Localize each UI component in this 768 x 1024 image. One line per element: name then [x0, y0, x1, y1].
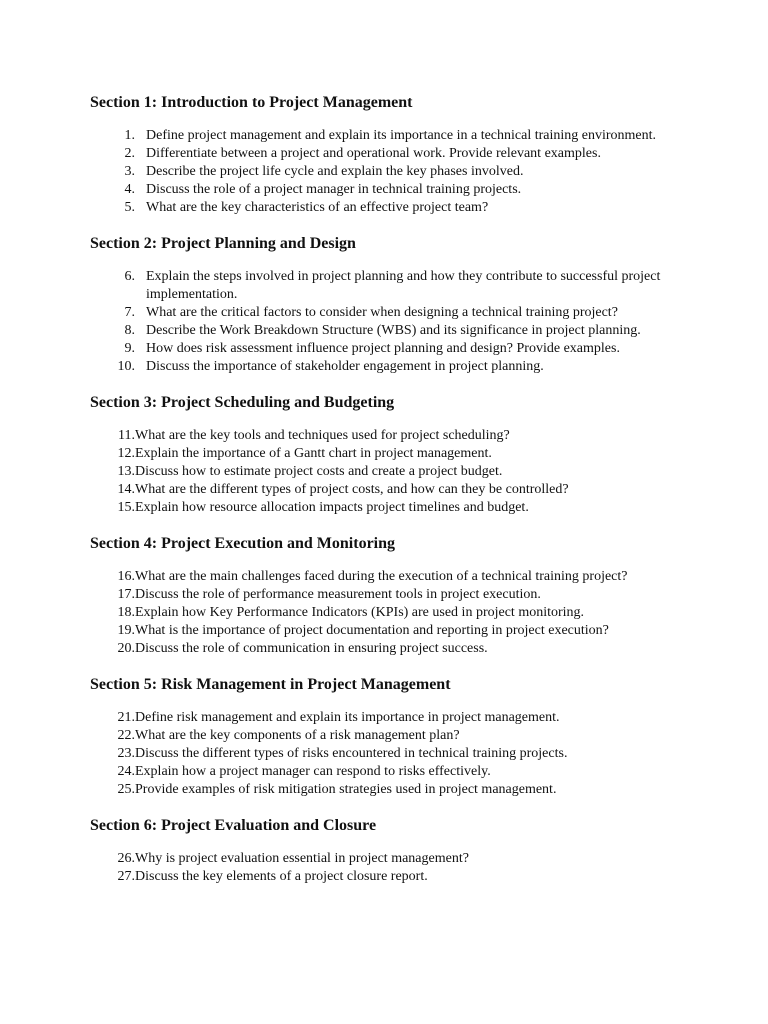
question-number: 8. — [124, 323, 135, 338]
question-number: 19. — [117, 623, 135, 638]
question-item — [90, 709, 708, 727]
question-text: Explain how resource allocation impacts project timelines and budget. — [135, 500, 529, 515]
section-4 — [90, 533, 708, 658]
question-number: 2. — [124, 146, 135, 161]
question-item — [90, 427, 708, 445]
question-text: What is the importance of project documentation and reporting in project execution? — [135, 623, 609, 638]
question-number: 6. — [124, 269, 135, 284]
question-item — [90, 199, 708, 217]
question-text: What are the critical factors to consider when designing a technical training project? — [146, 305, 618, 320]
question-item — [90, 868, 708, 886]
question-number: 26. — [117, 851, 135, 866]
question-text: Why is project evaluation essential in project management? — [135, 851, 469, 866]
question-text: What are the key characteristics of an effective project team? — [146, 200, 489, 215]
question-number: 20. — [117, 641, 135, 656]
question-text: Discuss the different types of risks encountered in technical training projects. — [135, 746, 568, 761]
section-title: Section 5: Risk Management in Project Management — [90, 676, 451, 693]
question-item — [90, 358, 708, 376]
question-item — [90, 145, 708, 163]
question-number: 23. — [117, 746, 135, 761]
question-text: Explain the steps involved in project planning and how they contribute to successful project implementation. — [146, 269, 661, 302]
section-title: Section 2: Project Planning and Design — [90, 235, 356, 252]
question-text: Differentiate between a project and operational work. Provide relevant examples. — [146, 146, 601, 161]
question-number: 3. — [124, 164, 135, 179]
question-text: Explain the importance of a Gantt chart in project management. — [135, 446, 492, 461]
question-item — [90, 322, 708, 340]
question-text: Discuss how to estimate project costs and create a project budget. — [135, 464, 503, 479]
question-item — [90, 640, 708, 658]
question-number: 21. — [117, 710, 135, 725]
question-text: Define risk management and explain its importance in project management. — [135, 710, 560, 725]
question-item — [90, 727, 708, 745]
section-title: Section 1: Introduction to Project Management — [90, 94, 413, 111]
question-number: 1. — [124, 128, 135, 143]
question-number: 18. — [117, 605, 135, 620]
question-text: What are the different types of project costs, and how can they be controlled? — [135, 482, 569, 497]
question-item — [90, 127, 708, 145]
section-1 — [90, 92, 708, 217]
question-text: What are the main challenges faced during the execution of a technical training project? — [135, 569, 628, 584]
section-5 — [90, 674, 708, 799]
question-text: Discuss the role of a project manager in technical training projects. — [146, 182, 522, 197]
question-text: How does risk assessment influence project planning and design? Provide examples. — [146, 341, 620, 356]
question-number: 25. — [117, 782, 135, 797]
question-text: Explain how a project manager can respond to risks effectively. — [135, 764, 491, 779]
question-item — [90, 163, 708, 181]
section-title: Section 6: Project Evaluation and Closure — [90, 817, 377, 834]
question-text: Provide examples of risk mitigation strategies used in project management. — [135, 782, 557, 797]
question-list — [90, 268, 708, 376]
question-text: Discuss the importance of stakeholder engagement in project planning. — [146, 359, 544, 374]
question-number: 17. — [117, 587, 135, 602]
question-text: What are the key tools and techniques used for project scheduling? — [135, 428, 510, 443]
question-item — [90, 622, 708, 640]
question-number: 10. — [117, 359, 135, 374]
question-text: Discuss the key elements of a project closure report. — [135, 869, 428, 884]
question-item — [90, 340, 708, 358]
question-list — [90, 709, 708, 799]
question-number: 27. — [117, 869, 135, 884]
question-text: Explain how Key Performance Indicators (KPIs) are used in project monitoring. — [135, 605, 585, 620]
question-item — [90, 586, 708, 604]
question-list — [90, 850, 708, 886]
question-text: Describe the Work Breakdown Structure (WBS) and its significance in project planning. — [146, 323, 641, 338]
question-text: Discuss the role of communication in ensuring project success. — [135, 641, 488, 656]
section-2 — [90, 233, 708, 376]
section-title: Section 3: Project Scheduling and Budgeting — [90, 394, 395, 411]
question-item — [90, 763, 708, 781]
question-text: Describe the project life cycle and explain the key phases involved. — [146, 164, 524, 179]
question-list — [90, 568, 708, 658]
question-item — [90, 445, 708, 463]
question-item — [90, 568, 708, 586]
question-number: 15. — [117, 500, 135, 515]
question-number: 12. — [117, 446, 135, 461]
section-3 — [90, 392, 708, 517]
question-item — [90, 268, 708, 304]
question-item — [90, 499, 708, 517]
question-item — [90, 604, 708, 622]
question-item — [90, 850, 708, 868]
question-list — [90, 127, 708, 217]
question-number: 5. — [124, 200, 135, 215]
question-text: Define project management and explain its importance in a technical training environment. — [146, 128, 657, 143]
question-number: 22. — [117, 728, 135, 743]
question-text: What are the key components of a risk management plan? — [135, 728, 460, 743]
question-list — [90, 427, 708, 517]
section-title: Section 4: Project Execution and Monitoring — [90, 535, 396, 552]
question-number: 16. — [117, 569, 135, 584]
question-number: 14. — [117, 482, 135, 497]
question-number: 24. — [117, 764, 135, 779]
question-item — [90, 745, 708, 763]
question-item — [90, 304, 708, 322]
question-item — [90, 463, 708, 481]
question-item — [90, 181, 708, 199]
question-number: 4. — [124, 182, 135, 197]
question-number: 11. — [118, 428, 135, 443]
section-6 — [90, 815, 708, 886]
question-number: 13. — [117, 464, 135, 479]
question-item — [90, 481, 708, 499]
question-item — [90, 781, 708, 799]
question-number: 9. — [124, 341, 135, 356]
question-text: Discuss the role of performance measurement tools in project execution. — [135, 587, 541, 602]
question-number: 7. — [124, 305, 135, 320]
